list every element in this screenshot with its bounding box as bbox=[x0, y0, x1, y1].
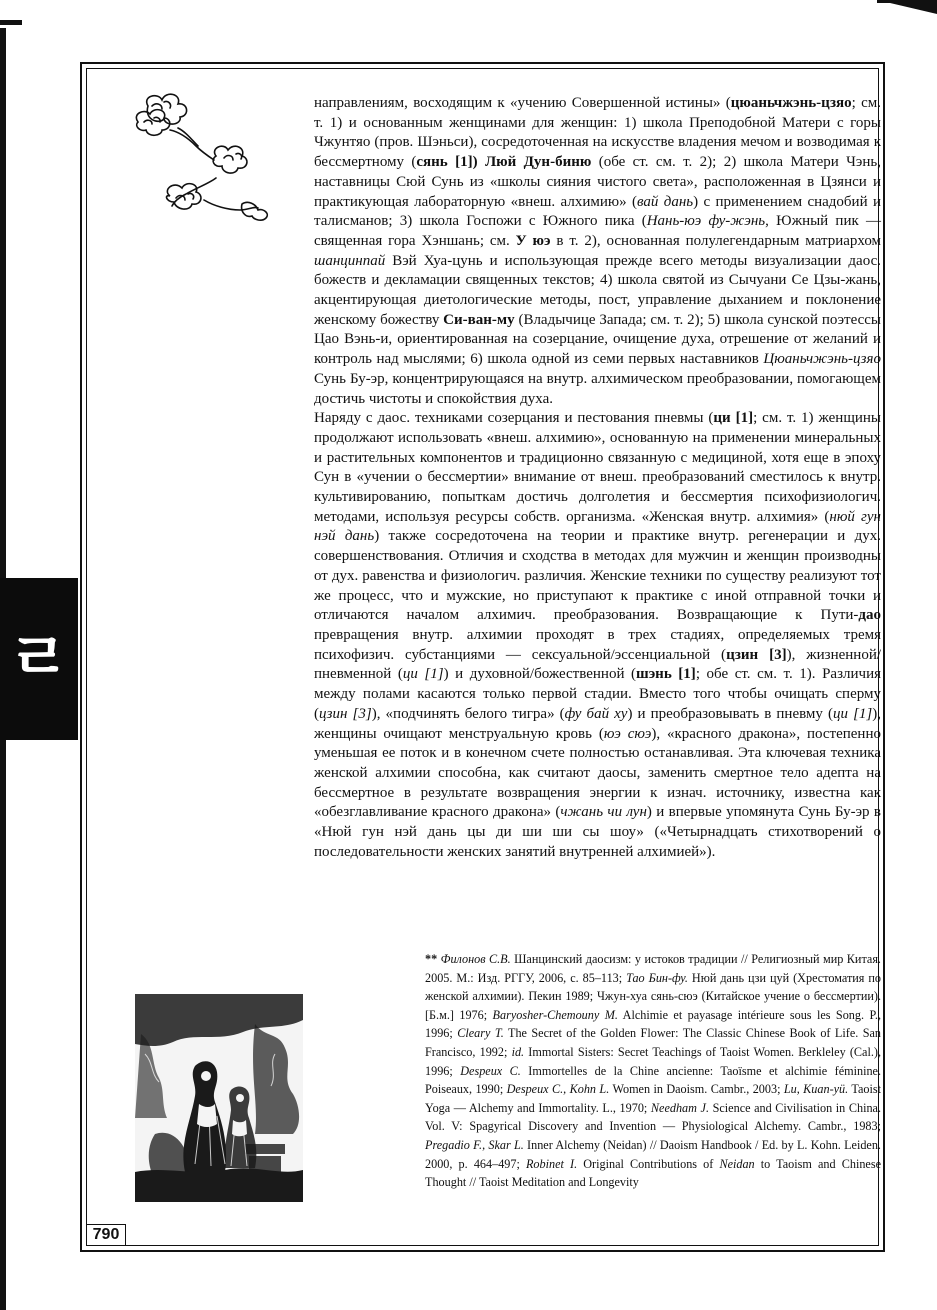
term-bold: Си-ван-му bbox=[443, 311, 515, 328]
text-run: Immortal Sisters: Secret Teachings of Taoist Women. Berkleley (Cal.), 1996; bbox=[425, 1044, 881, 1078]
term-bold: У юэ bbox=[515, 232, 551, 249]
term-italic: ци [1] bbox=[402, 666, 444, 683]
term-bold: цзин [3] bbox=[726, 646, 787, 663]
term-italic: Lu, Kuan-yü. bbox=[783, 1082, 849, 1097]
term-italic: ци [1] bbox=[833, 705, 873, 722]
term-bold: сянь [1]) Люй Дун-биню bbox=[416, 154, 592, 171]
text-run: to Taoism and Chinese Thought // Taoist Meditation and Longevity bbox=[425, 1156, 881, 1190]
text-run: ) и впервые упомянута Сунь Бу-эр в «Нюй гун нэй дань цы ди ши ши сы шоу» («Четырнадцать стихотворений о последовательности женских занятий внутренней алхимией»). bbox=[314, 804, 882, 860]
text-run: направлениям, восходящим к «учению Совершенной истины» ( bbox=[314, 95, 731, 111]
text-run: Вэй Хуа-цунь и использующая прежде всего методы визуализации даос. божеств и декламации священных текстов; 4) школа святой из Сычуани Се Цзы-жань, акцентирующая диетологические методы, пост, управление дыханием и поклонение женскому божеству bbox=[314, 252, 881, 328]
term-italic: чжань чи лун bbox=[560, 804, 647, 821]
term-italic: Baryosher-Chemouny M. bbox=[492, 1007, 618, 1022]
references-marker: ** bbox=[425, 952, 441, 966]
text-run: Women in Daoism. Cambr., 2003; bbox=[609, 1082, 784, 1097]
text-run: The Secret of the Golden Flower: The Classic Chinese Book of Life. San Francisco, 1992; bbox=[425, 1026, 881, 1059]
term-italic: Цюаньчжэнь-цзяо bbox=[763, 351, 881, 368]
text-run: ) с применением снадобий и талисманов; 3) школа Госпожи с Южного пика ( bbox=[314, 193, 882, 230]
text-run: Наряду с даос. техниками созерцания и пестования пневмы ( bbox=[314, 410, 714, 427]
term-italic: Neidan bbox=[719, 1156, 755, 1171]
term-italic: юэ сюэ bbox=[603, 725, 652, 742]
term-bold: дао bbox=[858, 607, 881, 624]
text-run: в т. 2), основанная полулегендарным матриархом bbox=[550, 232, 882, 249]
term-italic: фу бай ху bbox=[564, 705, 628, 722]
text-run: ; см. т. 1) женщины продолжают использовать «внеш. алхимию», основанную на применении минеральных и растительных компонентов и традиционно связанную с медициной, хотя еще в эпоху Сун в «учении о бессмертии» внимание от внеш. преобразований сместилось к внутр. культивированию, попыткам достичь долголетия и бессмертия психофизиологич. методами, используя ресурсы собств. организма. «Женская внутр. алхимия» ( bbox=[314, 410, 881, 525]
cloud-ornament-illustration bbox=[130, 92, 280, 222]
text-run: Taoist Yoga — Alchemy and Immortality. L., 1970; bbox=[425, 1082, 881, 1115]
term-italic: цзин [3] bbox=[319, 705, 372, 722]
article-body bbox=[314, 94, 881, 862]
text-run: ; см. т. 1) и основанным женщинами для женщин: 1) школа Преподобной Матери с горы Чжунтяо (пров. Шэньси), сосредоточенная на искусстве владения мечом и возводимая к бессмертному ( bbox=[314, 95, 881, 171]
term-italic: Despeux C., Kohn L. bbox=[506, 1082, 610, 1097]
text-run: Science and Civilisation in China. Vol. V: Spagyrical Discovery and Invention — Physiological Alchemy. Cambr., 1983; bbox=[425, 1100, 882, 1134]
term-italic: Cleary T. bbox=[457, 1026, 504, 1041]
references bbox=[425, 950, 881, 1192]
term-bold: ци [1] bbox=[713, 410, 754, 427]
text-run: ), «подчинять белого тигра» ( bbox=[371, 705, 565, 722]
term-italic: id. bbox=[511, 1044, 525, 1059]
term-italic: вай дань bbox=[636, 193, 694, 210]
term-italic: нюй гун нэй дань bbox=[314, 508, 881, 545]
bibliography-list bbox=[425, 950, 881, 1192]
page-number: 790 bbox=[86, 1224, 126, 1246]
text-run: ), женщины очищают менструальную кровь ( bbox=[314, 705, 881, 742]
text-run: Сунь Бу-эр, концентрирующаяся на внутр. алхимическом преобразовании, помогающем достичь чистоты и спокойствия духа. bbox=[314, 370, 881, 407]
text-run: , Южный пик — священная гора Хэншань; см. bbox=[314, 213, 881, 249]
term-italic: Needham J. bbox=[650, 1100, 710, 1115]
term-italic: Тао Бин-фу. bbox=[626, 970, 688, 985]
section-tab-glyph: ㄹ bbox=[8, 622, 70, 696]
text-run: Inner Alchemy (Neidan) // Daoism Handbook / Ed. by L. Kohn. Leiden. 2000, p. 464–497; bbox=[425, 1137, 881, 1171]
text-run: ) и преобразовывать в пневму ( bbox=[627, 705, 833, 722]
text-run: ; обе ст. см. т. 1). Различия между полами касаются только первой стадии. Вместо того чтобы очищать сперму ( bbox=[314, 666, 881, 722]
text-run: ) и духовной/божественной ( bbox=[443, 666, 637, 683]
text-run: ), «красного дракона», постепенно уменьшая ее поток и в конечном счете полностью останавливая. Эта ключевая техника женской алхимии способна, как считают даосы, заменить смертное тело адепта на бессмертное в результате возвращения энергии к изнач. источнику, известна как «обезглавливание красного дракона» ( bbox=[314, 725, 881, 821]
text-run: Immortelles de la Chine ancienne: Taoïsme et alchimie féminine. Poiseaux, 1990; bbox=[425, 1063, 882, 1097]
text-run: (Владычице Запада; см. т. 2); 5) школа сунской поэтессы Цао Вэнь-и, ориентированная на созерцание, очищение духа, отрешение от желаний и контроль над мыслями; 6) школа одной из семи первых наставников bbox=[314, 311, 881, 368]
article-paragraph bbox=[314, 94, 881, 409]
term-italic: Филонов С.В. bbox=[440, 952, 511, 966]
text-run: (обе ст. см. т. 2); 2) школа Матери Чэнь, наставницы Сюй Сунь из «школы сияния чистого света», расположенная в Цзянси и практикующая лабораторную «внеш. алхимию» ( bbox=[314, 154, 881, 210]
text-run: Original Contributions of bbox=[577, 1156, 720, 1171]
engraving-illustration bbox=[135, 994, 303, 1202]
top-right-corner-mark bbox=[877, 0, 937, 14]
term-bold: цюаньчжэнь-цзяо bbox=[730, 95, 852, 111]
term-italic: Pregadio F., Skar L. bbox=[425, 1137, 524, 1152]
article-paragraph bbox=[314, 409, 881, 862]
term-italic: Нань-юэ фу-жэнь bbox=[646, 213, 766, 230]
term-italic: шанцинпай bbox=[314, 252, 386, 269]
text-run: превращения внутр. алхимии проходят в трех стадиях, определяемых тремя психофизич. субстанциями — сексуальной/эссенциальной ( bbox=[314, 626, 881, 663]
term-bold: шэнь [1] bbox=[636, 666, 696, 683]
term-italic: Robinet I. bbox=[525, 1156, 578, 1171]
text-run: ) также сосредоточена на теории и практике внутр. регенерации и дух. совершенствования. Отличия и сходства в методах для мужчин и женщин производны от дух. равенства и физиологич. различия. Женские техники по существу реализуют тот же процесс, что и мужские, но приступают к практике с иной отправной точки и отличаются началом алхимич. преобразования. Возвращающие к Пути- bbox=[314, 528, 881, 624]
text-run: Шанцинский даосизм: у истоков традиции // Религиозный мир Китая. 2005. М.: Изд. РГГУ, 2006, с. 85–113; bbox=[425, 952, 881, 985]
section-thumb-tab bbox=[0, 578, 78, 740]
top-corner-mark bbox=[0, 20, 22, 25]
text-run: Alchimie et payasage intérieure sous les Song. P., 1996; bbox=[425, 1007, 881, 1041]
text-run: ), жизненной/пневменной ( bbox=[314, 646, 882, 683]
term-italic: Despeux C. bbox=[460, 1063, 521, 1078]
text-run: Нюй дань цзи цуй (Хрестоматия по женской алхимии). Пекин 1989; Чжун-хуа сянь-сюэ (Китайское учение о бессмертии). [Б.м.] 1976; bbox=[425, 970, 881, 1022]
